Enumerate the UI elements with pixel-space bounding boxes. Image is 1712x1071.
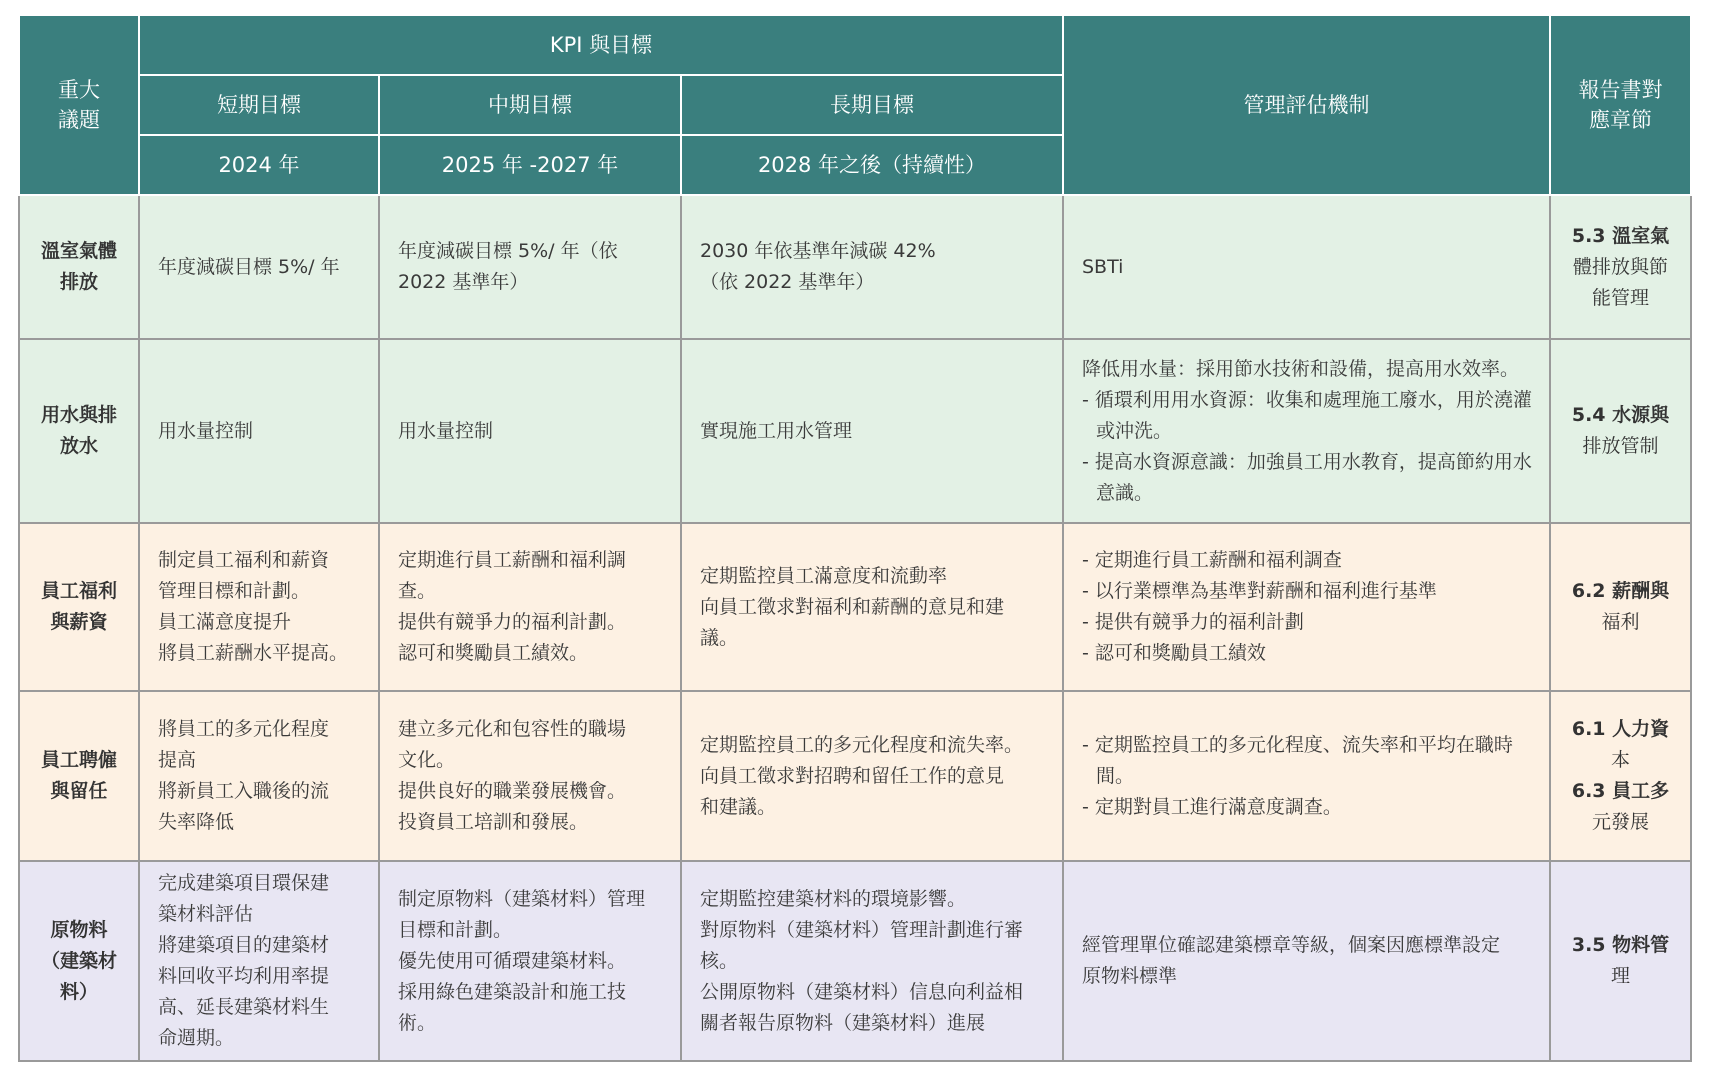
management-cell: - 定期進行員工薪酬和福利調查 - 以行業標準為基準對薪酬和福利進行基準 - 提供有競爭力的福利計劃 - 認可和獎勵員工績效: [1063, 523, 1550, 691]
mid-term-cell: 建立多元化和包容性的職場 文化。 提供良好的職業發展機會。 投資員工培訓和發展。: [379, 691, 681, 861]
chapter-cell: 6.2 薪酬與 福利: [1550, 523, 1691, 691]
header-mid-year: 2025 年 -2027 年: [379, 135, 681, 195]
table-row-hiring: [19, 691, 1691, 861]
header-row-1: [19, 15, 1691, 75]
long-term-cell: 實現施工用水管理: [681, 339, 1063, 523]
header-kpi-group: KPI 與目標: [139, 15, 1063, 75]
issue-cell: 溫室氣體 排放: [19, 195, 139, 339]
management-cell: 降低用水量：採用節水技術和設備，提高用水效率。 - 循環利用用水資源：收集和處理施工廢水，用於澆灌或沖洗。 - 提高水資源意識：加強員工用水教育，提高節約用水意識。: [1063, 339, 1550, 523]
short-term-cell: 用水量控制: [139, 339, 379, 523]
header-long-term: 長期目標: [681, 75, 1063, 135]
mid-term-cell: 用水量控制: [379, 339, 681, 523]
kpi-table: [18, 14, 1692, 1062]
short-term-cell: 年度減碳目標 5%/ 年: [139, 195, 379, 339]
chapter-cell: 3.5 物料管 理: [1550, 861, 1691, 1061]
management-cell: - 定期監控員工的多元化程度、流失率和平均在職時間。 - 定期對員工進行滿意度調查。: [1063, 691, 1550, 861]
header-chapter: 報告書對 應章節: [1550, 15, 1691, 195]
header-issue: 重大 議題: [19, 15, 139, 195]
issue-cell: 原物料 （建築材 料）: [19, 861, 139, 1061]
long-term-cell: 定期監控員工的多元化程度和流失率。 向員工徵求對招聘和留任工作的意見 和建議。: [681, 691, 1063, 861]
header-short-term: 短期目標: [139, 75, 379, 135]
management-cell: SBTi: [1063, 195, 1550, 339]
short-term-cell: 將員工的多元化程度 提高 將新員工入職後的流 失率降低: [139, 691, 379, 861]
long-term-cell: 定期監控建築材料的環境影響。 對原物料（建築材料）管理計劃進行審 核。 公開原物料（建築材料）信息向利益相 關者報告原物料（建築材料）進展: [681, 861, 1063, 1061]
issue-cell: 用水與排 放水: [19, 339, 139, 523]
table-row-ghg: [19, 195, 1691, 339]
table-row-welfare: [19, 523, 1691, 691]
issue-cell: 員工福利 與薪資: [19, 523, 139, 691]
table-row-materials: [19, 861, 1691, 1061]
mid-term-cell: 年度減碳目標 5%/ 年（依 2022 基準年）: [379, 195, 681, 339]
header-long-year: 2028 年之後（持續性）: [681, 135, 1063, 195]
kpi-table-container: [18, 14, 1690, 1062]
chapter-cell: 6.1 人力資 本 6.3 員工多 元發展: [1550, 691, 1691, 861]
mid-term-cell: 制定原物料（建築材料）管理 目標和計劃。 優先使用可循環建築材料。 採用綠色建築設計和施工技 術。: [379, 861, 681, 1061]
issue-cell: 員工聘僱 與留任: [19, 691, 139, 861]
chapter-cell: 5.3 溫室氣 體排放與節 能管理: [1550, 195, 1691, 339]
management-cell: 經管理單位確認建築標章等級，個案因應標準設定 原物料標準: [1063, 861, 1550, 1061]
short-term-cell: 制定員工福利和薪資 管理目標和計劃。 員工滿意度提升 將員工薪酬水平提高。: [139, 523, 379, 691]
table-row-water: [19, 339, 1691, 523]
chapter-cell: 5.4 水源與 排放管制: [1550, 339, 1691, 523]
header-management: 管理評估機制: [1063, 15, 1550, 195]
short-term-cell: 完成建築項目環保建 築材料評估 將建築項目的建築材 料回收平均利用率提 高、延長建築材料生 命週期。: [139, 861, 379, 1061]
long-term-cell: 2030 年依基準年減碳 42% （依 2022 基準年）: [681, 195, 1063, 339]
header-short-year: 2024 年: [139, 135, 379, 195]
mid-term-cell: 定期進行員工薪酬和福利調 查。 提供有競爭力的福利計劃。 認可和獎勵員工績效。: [379, 523, 681, 691]
header-mid-term: 中期目標: [379, 75, 681, 135]
long-term-cell: 定期監控員工滿意度和流動率 向員工徵求對福利和薪酬的意見和建 議。: [681, 523, 1063, 691]
